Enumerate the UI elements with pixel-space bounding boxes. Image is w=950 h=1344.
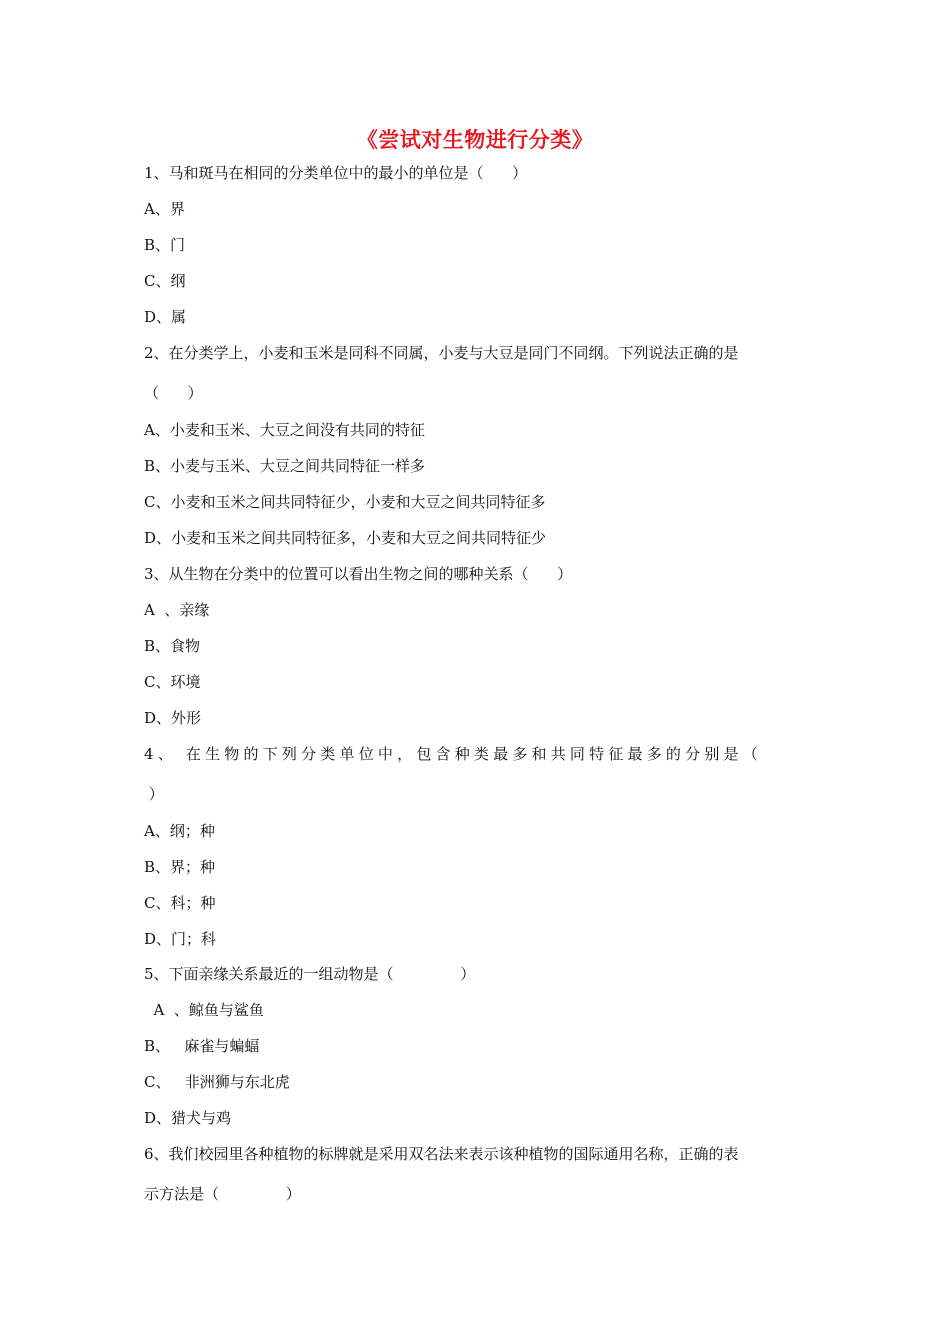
q2-option-c: C、小麦和玉米之间共同特征少，小麦和大豆之间共同特征多 xyxy=(144,493,546,511)
q1-option-c: C、纲 xyxy=(144,272,186,290)
q5-option-c: C、 非洲狮与东北虎 xyxy=(144,1073,290,1091)
q2-option-d: D、小麦和玉米之间共同特征多，小麦和大豆之间共同特征少 xyxy=(144,529,547,547)
q5-option-d: D、猎犬与鸡 xyxy=(144,1109,232,1127)
q3-option-a: A 、亲缘 xyxy=(144,601,210,619)
question-4: 4、 在生物的下列分类单位中，包含种类最多和共同特征最多的分别是（ xyxy=(144,745,762,763)
q1-option-a: A、界 xyxy=(144,200,185,218)
q4-option-a: A、纲；种 xyxy=(144,822,215,840)
question-4-continued: ） xyxy=(144,785,164,803)
q4-option-b: B、界；种 xyxy=(144,858,216,876)
question-6-continued: 示方法是（ ） xyxy=(144,1185,301,1203)
q5-option-a: A 、鲸鱼与鲨鱼 xyxy=(144,1001,264,1019)
q5-option-b: B、 麻雀与蝙蝠 xyxy=(144,1037,260,1055)
q1-option-d: D、属 xyxy=(144,308,187,326)
q3-option-c: C、环境 xyxy=(144,673,201,691)
question-2-continued: （ ） xyxy=(144,384,203,402)
question-5: 5、下面亲缘关系最近的一组动物是（ ） xyxy=(144,965,476,983)
q2-option-a: A、小麦和玉米、大豆之间没有共同的特征 xyxy=(144,421,425,439)
q4-option-c: C、科；种 xyxy=(144,894,216,912)
q4-option-d: D、门；科 xyxy=(144,930,217,948)
document-title: 《尝试对生物进行分类》 xyxy=(356,127,594,152)
q2-option-b: B、小麦与玉米、大豆之间共同特征一样多 xyxy=(144,457,426,475)
question-6: 6、我们校园里各种植物的标牌就是采用双名法来表示该种植物的国际通用名称，正确的表 xyxy=(144,1145,739,1163)
question-3: 3、从生物在分类中的位置可以看出生物之间的哪种关系（ ） xyxy=(144,565,573,583)
q1-option-b: B、门 xyxy=(144,236,186,254)
question-2: 2、在分类学上，小麦和玉米是同科不同属，小麦与大豆是同门不同纲。下列说法正确的是 xyxy=(144,344,739,362)
question-1: 1、马和斑马在相同的分类单位中的最小的单位是（ ） xyxy=(144,164,528,182)
q3-option-d: D、外形 xyxy=(144,709,202,727)
q3-option-b: B、食物 xyxy=(144,637,201,655)
